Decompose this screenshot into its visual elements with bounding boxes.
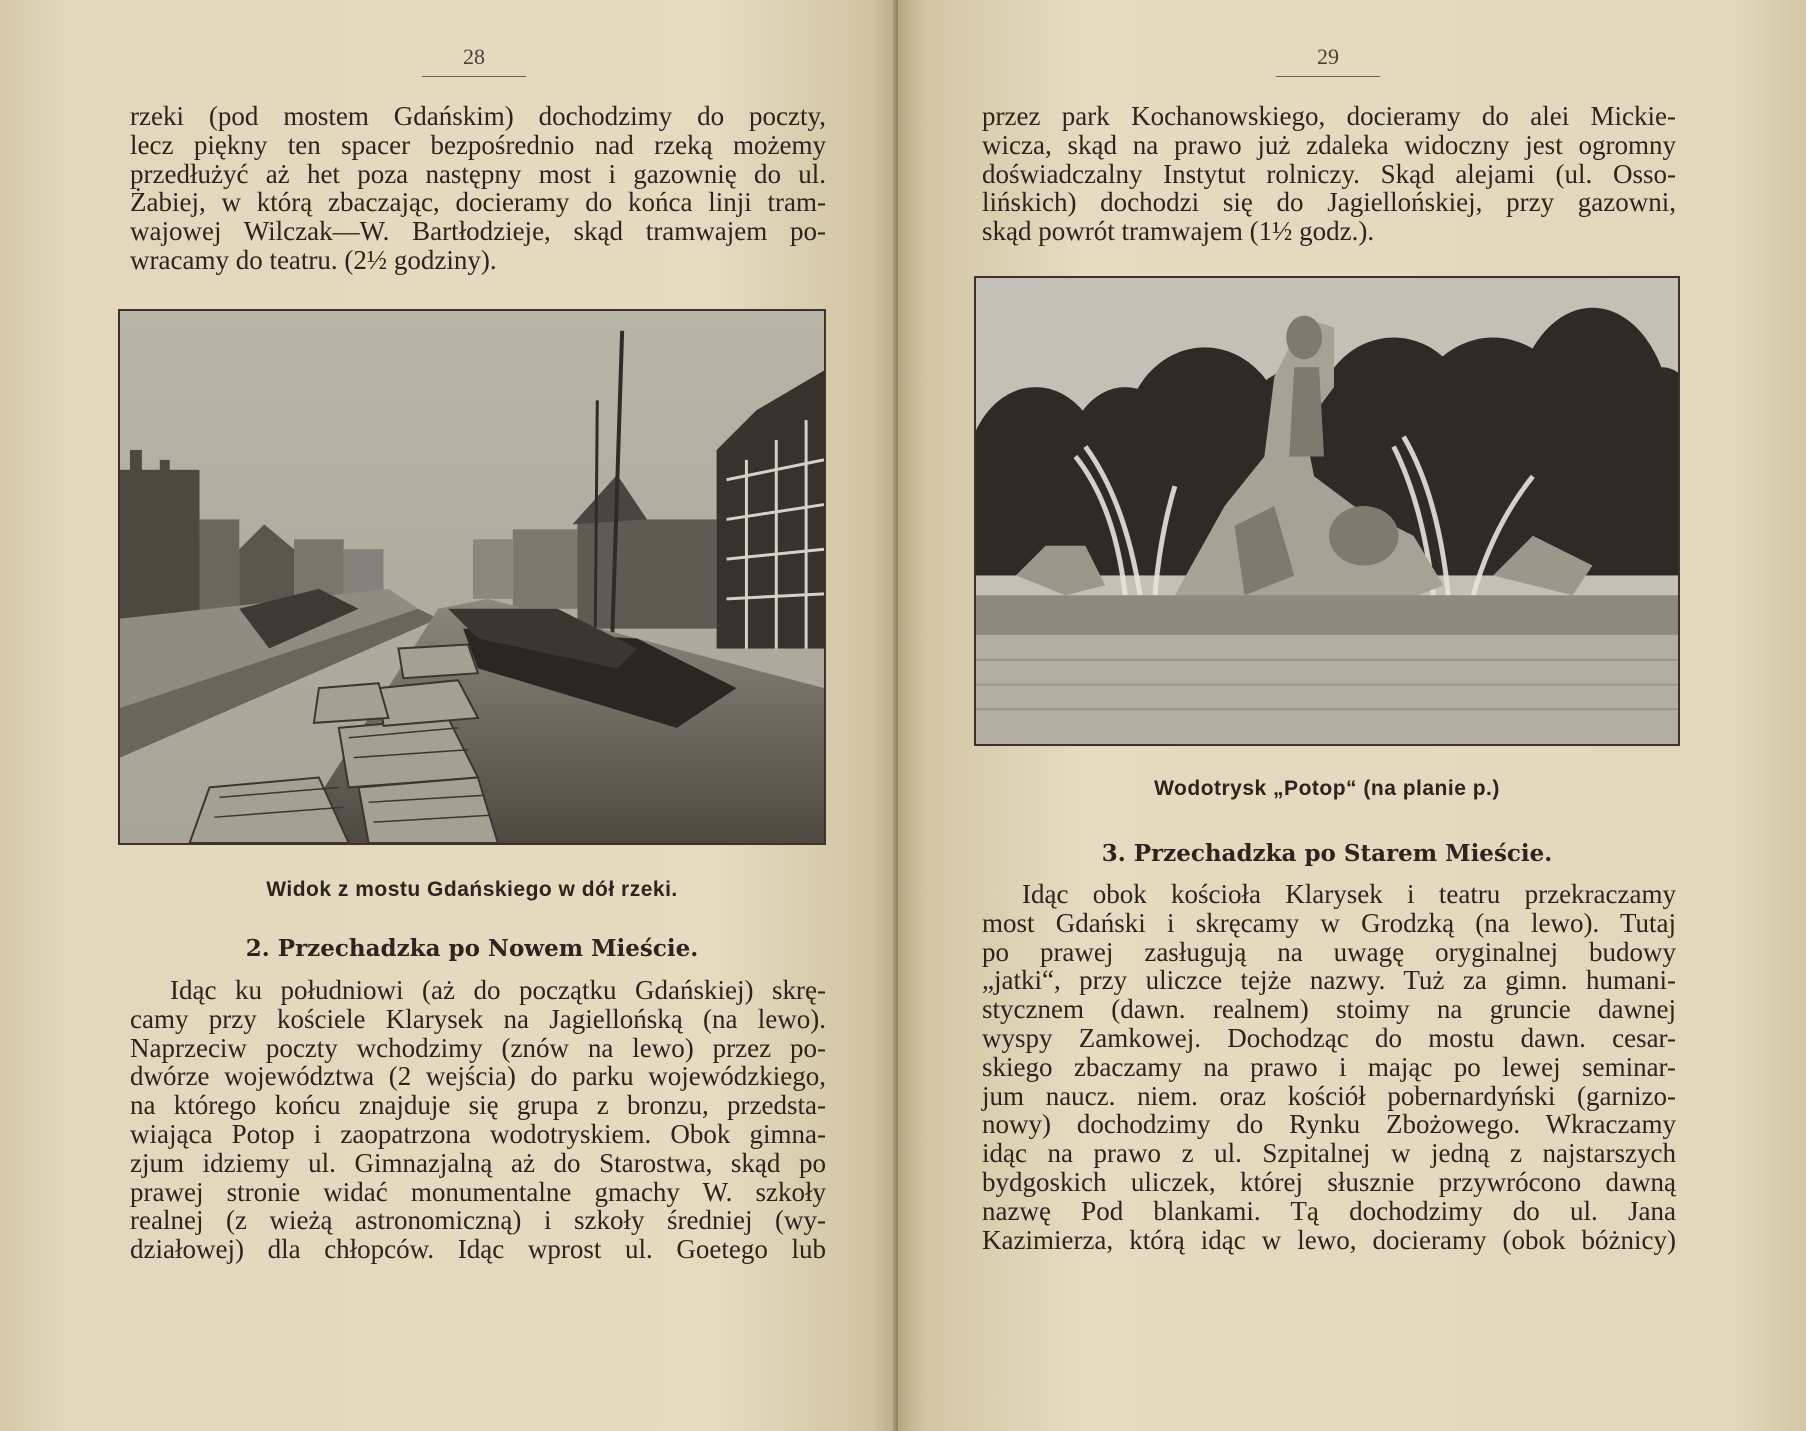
right-page <box>898 0 1806 1431</box>
photo-caption: Widok z mostu Gdańskiego w dół rzeki. <box>266 878 678 901</box>
text-line: realnej (z wieżą astronomiczną) i szkoły średniej (wy- <box>130 1205 826 1236</box>
section-heading: 3. Przechadzka po Starem Mieście. <box>1101 840 1553 867</box>
text-line: lecz piękny ten spacer bezpośrednio nad rzeką możemy <box>130 129 826 160</box>
top-paragraph <box>982 102 1676 246</box>
body-paragraph <box>130 976 826 1264</box>
river-photo-illustration <box>120 311 824 843</box>
text-line: Naprzeciw poczty wchodzimy (znów na lewo) przez po- <box>130 1032 826 1063</box>
text-line: po prawej zasługują na uwagę oryginalnej budowy <box>982 936 1676 967</box>
text-line: idąc na prawo z ul. Szpitalnej w jedną z najstarszych <box>982 1138 1676 1169</box>
text-line: most Gdański i skręcamy w Grodzką (na lewo). Tutaj <box>982 907 1676 938</box>
text-line: lińskich) dochodzi się do Jagiellońskiej, przy gazowni, <box>982 187 1676 218</box>
top-paragraph <box>130 102 826 275</box>
text-line: wicza, skąd na prawo już zdaleka widoczny jest ogromny <box>982 129 1676 160</box>
page-number: 29 <box>1317 44 1339 69</box>
text-line: Idąc obok kościoła Klarysek i teatru przekraczamy <box>1022 879 1676 909</box>
text-line: prawej stronie widać monumentalne gmachy W. szkoły <box>130 1176 826 1207</box>
section-heading: 2. Przechadzka po Nowem Mieście. <box>245 935 699 962</box>
text-line: wyspy Zamkowej. Dochodząc do mostu dawn. cesar- <box>982 1022 1676 1053</box>
page-number: 28 <box>463 44 485 69</box>
text-line: Żabiej, w którą zbaczając, docieramy do końca linji tram- <box>130 187 826 218</box>
text-line: dwórze województwa (2 wejścia) do parku wojewódzkiego, <box>130 1061 826 1092</box>
left-page <box>0 0 898 1431</box>
river-photo <box>118 309 826 845</box>
text-line: „jatki“, przy uliczce tejże nazwy. Tuż za gimn. humani- <box>982 965 1676 996</box>
page-number-rule <box>1276 76 1380 77</box>
text-line: wracamy do teatru. (2½ godziny). <box>130 244 497 275</box>
text-line: przedłużyć aż het poza następny most i gazownię do ul. <box>130 158 826 189</box>
text-line: nowy) dochodzimy do Rynku Zbożowego. Wkraczamy <box>982 1109 1676 1140</box>
text-line: stycznem (dawn. realnem) stoimy na gruncie dawnej <box>982 994 1676 1025</box>
text-line: na którego końcu znajduje się grupa z bronzu, przedsta- <box>130 1090 826 1121</box>
text-line: rzeki (pod mostem Gdańskim) dochodzimy do poczty, <box>130 101 826 131</box>
text-line: Kazimierza, którą idąc w lewo, docieramy (obok bóżnicy) <box>982 1224 1676 1255</box>
text-line: skąd powrót tramwajem (1½ godz.). <box>982 216 1375 247</box>
text-line: wajowej Wilczak—W. Bartłodzieje, skąd tramwajem po- <box>130 216 826 247</box>
text-line: jum naucz. niem. oraz kościół pobernardyński (garnizo- <box>982 1080 1676 1111</box>
fountain-photo-illustration <box>976 278 1678 744</box>
text-line: Idąc ku południowi (aż do początku Gdańskiej) skrę- <box>170 975 826 1005</box>
text-line: przez park Kochanowskiego, docieramy do alei Mickie- <box>982 101 1676 131</box>
text-line: działowej) dla chłopców. Idąc wprost ul. Goetego lub <box>130 1234 826 1265</box>
text-line: wiająca Potop i zaopatrzona wodotryskiem. Obok gimna- <box>130 1118 826 1149</box>
fountain-photo <box>974 276 1680 746</box>
photo-caption: Wodotrysk „Potop“ (na planie p.) <box>1154 777 1500 800</box>
page-number-rule <box>422 76 526 77</box>
body-paragraph <box>982 880 1676 1254</box>
text-line: nazwę Pod blankami. Tą dochodzimy do ul. Jana <box>982 1195 1676 1226</box>
text-line: camy przy kościele Klarysek na Jagiellońską (na lewo). <box>130 1003 826 1034</box>
text-line: doświadczalny Instytut rolniczy. Skąd alejami (ul. Osso- <box>982 158 1676 189</box>
text-line: zjum idziemy ul. Gimnazjalną aż do Starostwa, skąd po <box>130 1147 826 1178</box>
text-line: bydgoskich uliczek, której słusznie przywrócono dawną <box>982 1166 1676 1197</box>
text-line: skiego zbaczamy na prawo i mając po lewej seminar- <box>982 1051 1676 1082</box>
